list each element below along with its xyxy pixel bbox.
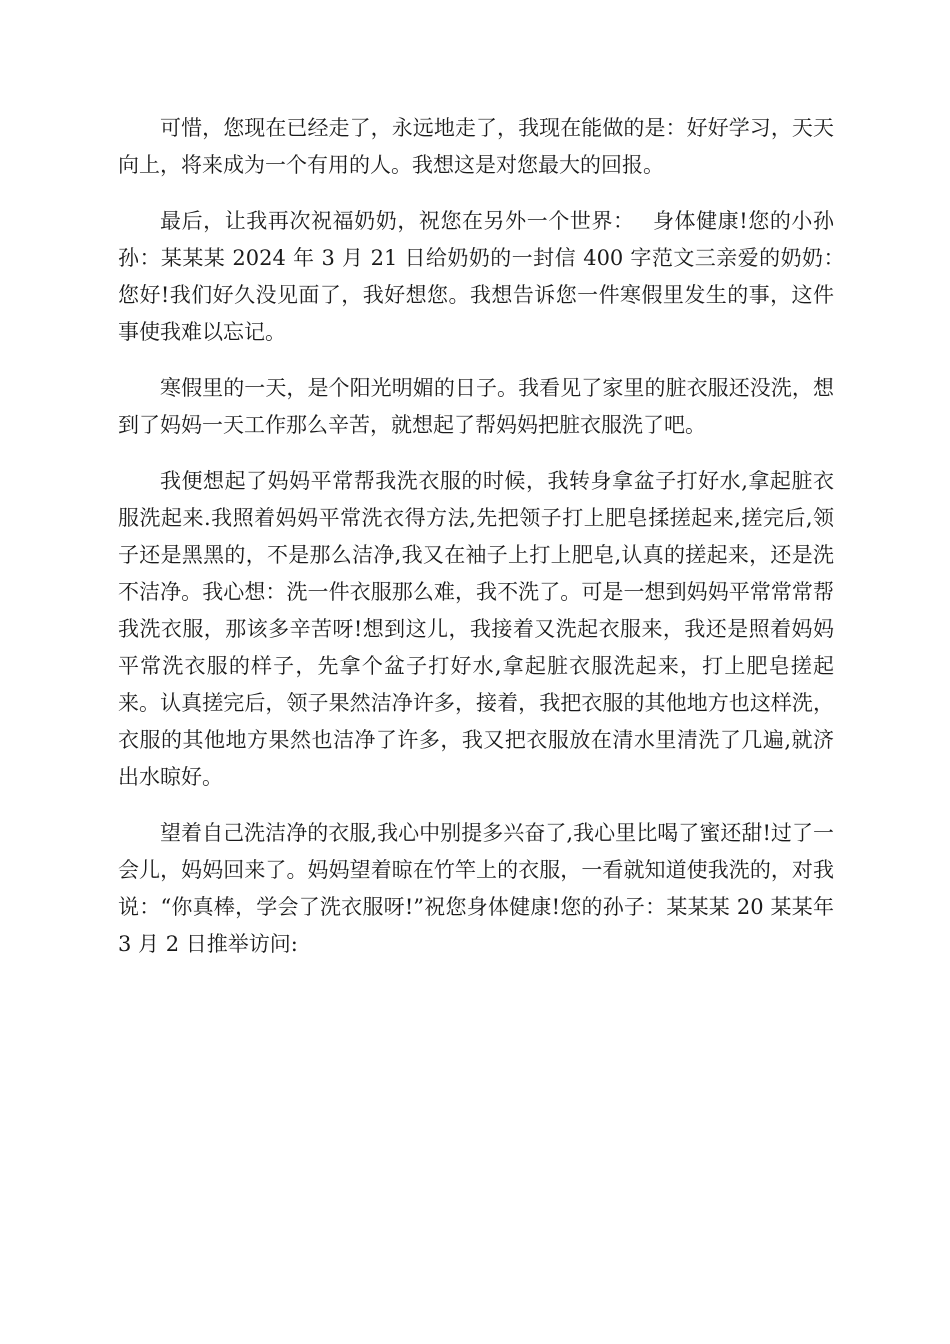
- paragraph-washing-clothes: 我便想起了妈妈平常帮我洗衣服的时候，我转身拿盆子打好水,拿起脏衣服洗起来.我照着妈妈平常洗衣得方法,先把领子打上肥皂揉搓起来,搓完后,领子还是黑黑的，不是那么洁净,我又在袖子上打上肥皂,认真的搓起来，还是洗不洁净。我心想：洗一件衣服那么难，我不洗了。可是一想到妈妈平常常常帮我洗衣服，那该多辛苦呀!想到这儿，我接着又洗起衣服来，我还是照着妈妈平常洗衣服的样子，先拿个盆子打好水,拿起脏衣服洗起来，打上肥皂搓起来。认真搓完后，领子果然洁净许多，接着，我把衣服的其他地方也这样洗，衣服的其他地方果然也洁净了许多，我又把衣服放在清水里清洗了几遍,就济出水晾好。: [118, 469, 834, 789]
- paragraph-closing: 望着自己洗洁净的衣服,我心中别提多兴奋了,我心里比喝了蜜还甜!过了一会儿，妈妈回来了。妈妈望着晾在竹竿上的衣服，一看就知道使我洗的，对我说：“你真棒，学会了洗衣服呀!”祝您身体健康!您的孙子：某某某 20 某某年 3 月 2 日推举访问:: [118, 821, 834, 956]
- paragraph-blessing: 最后，让我再次祝福奶奶，祝您在另外一个世界： 身体健康!您的小孙孙：某某某 2024 年 3 月 21 日给奶奶的一封信 400 字范文三亲爱的奶奶： 您好!我们好久没见面了，我好想您。我想告诉您一件寒假里发生的事，这件事使我难以忘记。: [118, 209, 862, 344]
- letter-body: [118, 110, 862, 982]
- paragraph-winter-day: 寒假里的一天，是个阳光明媚的日子。我看见了家里的脏衣服还没洗，想到了妈妈一天工作那么辛苦，就想起了帮妈妈把脏衣服洗了吧。: [118, 376, 834, 437]
- paragraph-regret: 可惜，您现在已经走了，永远地走了，我现在能做的是：好好学习，天天向上，将来成为一个有用的人。我想这是对您最大的回报。: [118, 116, 834, 177]
